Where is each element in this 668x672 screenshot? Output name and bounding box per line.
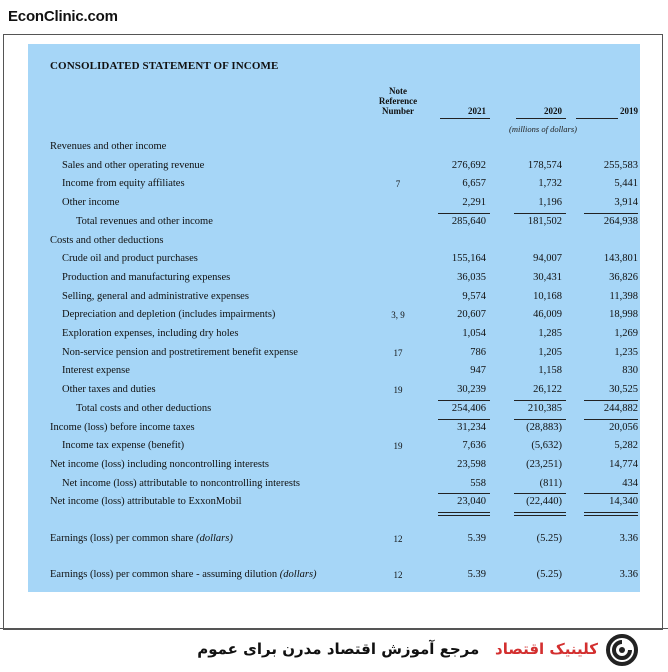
footer-brand-name: کلینیک اقتصاد — [495, 640, 598, 658]
unit-label: (millions of dollars) — [508, 124, 577, 134]
row-value: (22,440) — [526, 496, 562, 508]
total-rule — [438, 515, 490, 516]
row-value: 1,269 — [614, 328, 638, 339]
row-value: 36,035 — [457, 271, 486, 283]
row-value: 9,574 — [462, 290, 486, 302]
row-value: 276,692 — [451, 159, 486, 171]
row-value: 558 — [470, 477, 486, 489]
table-row — [28, 215, 640, 233]
note-column-header: Note Reference Number — [378, 86, 418, 116]
row-label: Other taxes and duties — [62, 384, 156, 396]
header-rule — [440, 118, 490, 119]
table-row — [28, 308, 640, 326]
row-value: 10,168 — [533, 290, 562, 302]
eps-label-unit: (dollars) — [196, 533, 233, 544]
row-value: 1,054 — [462, 328, 486, 339]
row-value: 5,282 — [614, 440, 638, 452]
table-row — [28, 196, 640, 214]
total-rule — [514, 419, 566, 420]
brand-logo-text: EconClinic.com — [8, 8, 118, 25]
total-rule — [514, 400, 566, 401]
row-label: Income from equity affiliates — [62, 178, 185, 190]
total-rule — [438, 512, 490, 513]
table-row — [28, 327, 640, 345]
eps-value: (5.25) — [536, 533, 562, 544]
total-rule — [584, 400, 638, 401]
row-value: 1,732 — [538, 178, 562, 190]
eps-value: 3.36 — [619, 569, 638, 580]
eps-label-unit: (dollars) — [279, 569, 317, 580]
row-value: 6,657 — [462, 178, 486, 190]
row-value: 210,385 — [527, 402, 562, 414]
row-label: Income tax expense (benefit) — [62, 440, 185, 452]
table-row — [28, 234, 640, 252]
eps-row — [28, 568, 640, 586]
eps-value: 5.39 — [467, 533, 486, 544]
row-value: 14,340 — [609, 496, 638, 508]
row-value: 155,164 — [451, 253, 486, 265]
row-value: 143,801 — [603, 253, 638, 265]
row-label: Net income (loss) attributable to noncontrolling interests — [62, 477, 300, 489]
row-label: Total costs and other deductions — [76, 402, 212, 414]
row-value: 244,882 — [603, 402, 638, 414]
row-value: 94,007 — [533, 253, 562, 265]
eps-value: (5.25) — [536, 569, 562, 580]
row-note-ref: 3, 9 — [391, 310, 405, 321]
row-value: 30,239 — [457, 384, 486, 396]
row-value: 434 — [622, 477, 638, 489]
row-value: 7,636 — [462, 440, 486, 452]
footer-tagline-text: مرجع آموزش اقتصاد مدرن برای عموم — [197, 640, 480, 658]
row-value: 18,998 — [609, 309, 638, 321]
total-rule — [584, 419, 638, 420]
eps-label — [50, 533, 233, 544]
row-label: Depreciation and depletion (includes impairments) — [62, 309, 276, 321]
row-label: Total revenues and other income — [76, 215, 213, 227]
footer-divider — [0, 628, 668, 629]
row-value: 285,640 — [451, 215, 486, 227]
header-rule — [516, 118, 566, 119]
row-value: 31,234 — [457, 421, 486, 433]
row-label: Non-service pension and postretirement benefit expense — [62, 346, 298, 358]
table-row — [28, 458, 640, 476]
row-value: 26,122 — [533, 384, 562, 396]
row-value: 181,502 — [527, 215, 562, 227]
table-row — [28, 177, 640, 195]
total-rule — [438, 400, 490, 401]
row-label: Income (loss) before income taxes — [50, 421, 195, 433]
row-note-ref: 17 — [393, 347, 403, 358]
eps-note-ref: 12 — [393, 570, 403, 580]
row-value: 1,235 — [614, 346, 638, 358]
total-rule — [584, 213, 638, 214]
row-label: Net income (loss) attributable to ExxonMobil — [50, 496, 242, 508]
row-label: Crude oil and product purchases — [62, 253, 198, 265]
row-note-ref: 19 — [393, 385, 403, 396]
row-note-ref: 19 — [393, 441, 403, 452]
eps-label — [50, 569, 317, 580]
header-rule — [576, 118, 618, 119]
table-row — [28, 140, 640, 158]
row-value: 2,291 — [462, 197, 486, 209]
clinic-logo-icon — [606, 634, 638, 666]
row-label: Selling, general and administrative expenses — [62, 290, 249, 302]
total-rule — [514, 515, 566, 516]
row-label: Sales and other operating revenue — [62, 159, 205, 171]
row-note-ref: 7 — [395, 179, 401, 190]
row-value: 30,525 — [609, 384, 638, 396]
row-value: 30,431 — [533, 271, 562, 283]
table-row — [28, 271, 640, 289]
row-value: (28,883) — [526, 421, 562, 433]
row-value: 1,196 — [538, 197, 562, 209]
row-value: 3,914 — [614, 197, 638, 209]
table-row — [28, 439, 640, 457]
income-statement-panel — [28, 44, 640, 592]
total-rule — [514, 512, 566, 513]
row-value: 46,009 — [533, 309, 562, 321]
eps-row — [28, 532, 640, 550]
eps-note-ref: 12 — [393, 534, 403, 544]
row-label: Interest expense — [62, 365, 130, 377]
total-rule — [438, 493, 490, 494]
row-value: 20,607 — [457, 309, 486, 321]
row-value: 20,056 — [609, 421, 638, 433]
total-rule — [584, 515, 638, 516]
row-value: 11,398 — [609, 290, 638, 302]
total-rule — [584, 512, 638, 513]
year-header-2019: 2019 — [620, 106, 638, 116]
row-value: 14,774 — [609, 458, 638, 470]
row-value: 5,441 — [614, 178, 638, 190]
row-value: 254,406 — [451, 402, 486, 414]
table-row — [28, 346, 640, 364]
row-value: (5,632) — [531, 440, 562, 452]
total-rule — [438, 419, 490, 420]
row-value: 1,158 — [538, 365, 562, 377]
table-row — [28, 383, 640, 401]
row-value: 36,826 — [609, 271, 638, 283]
row-label: Production and manufacturing expenses — [62, 271, 231, 283]
year-header-2020: 2020 — [544, 106, 562, 116]
row-value: 23,598 — [457, 458, 486, 470]
row-label: Costs and other deductions — [50, 234, 164, 246]
row-value: 1,285 — [538, 328, 562, 339]
row-value: 264,938 — [603, 215, 638, 227]
total-rule — [438, 213, 490, 214]
eps-value: 5.39 — [467, 569, 486, 580]
total-rule — [584, 493, 638, 494]
row-value: 178,574 — [527, 159, 562, 171]
row-value: 1,205 — [538, 346, 562, 358]
statement-title: CONSOLIDATED STATEMENT OF INCOME — [50, 60, 279, 72]
row-value: 786 — [470, 346, 486, 358]
total-rule — [514, 493, 566, 494]
table-row — [28, 159, 640, 177]
eps-label-main: Earnings (loss) per common share — [50, 533, 197, 544]
row-value: 947 — [470, 365, 486, 377]
row-label: Revenues and other income — [50, 141, 167, 152]
table-row — [28, 364, 640, 382]
table-row — [28, 252, 640, 270]
row-value: 255,583 — [603, 159, 638, 171]
eps-value: 3.36 — [619, 533, 638, 544]
table-row — [28, 290, 640, 308]
row-label: Other income — [62, 197, 120, 209]
table-row — [28, 421, 640, 439]
row-value: 23,040 — [457, 496, 486, 508]
row-value: 830 — [622, 365, 638, 377]
eps-label-main: Earnings (loss) per common share - assuming dilution — [50, 569, 280, 580]
row-label: Exploration expenses, including dry holes — [62, 328, 239, 339]
row-value: (811) — [539, 477, 562, 489]
year-header-2021: 2021 — [468, 106, 486, 116]
footer-tagline — [197, 640, 598, 658]
table-row — [28, 402, 640, 420]
row-label: Net income (loss) including noncontrolling interests — [50, 458, 270, 470]
total-rule — [514, 213, 566, 214]
table-row — [28, 477, 640, 495]
row-value: (23,251) — [526, 458, 562, 470]
table-row — [28, 495, 640, 513]
